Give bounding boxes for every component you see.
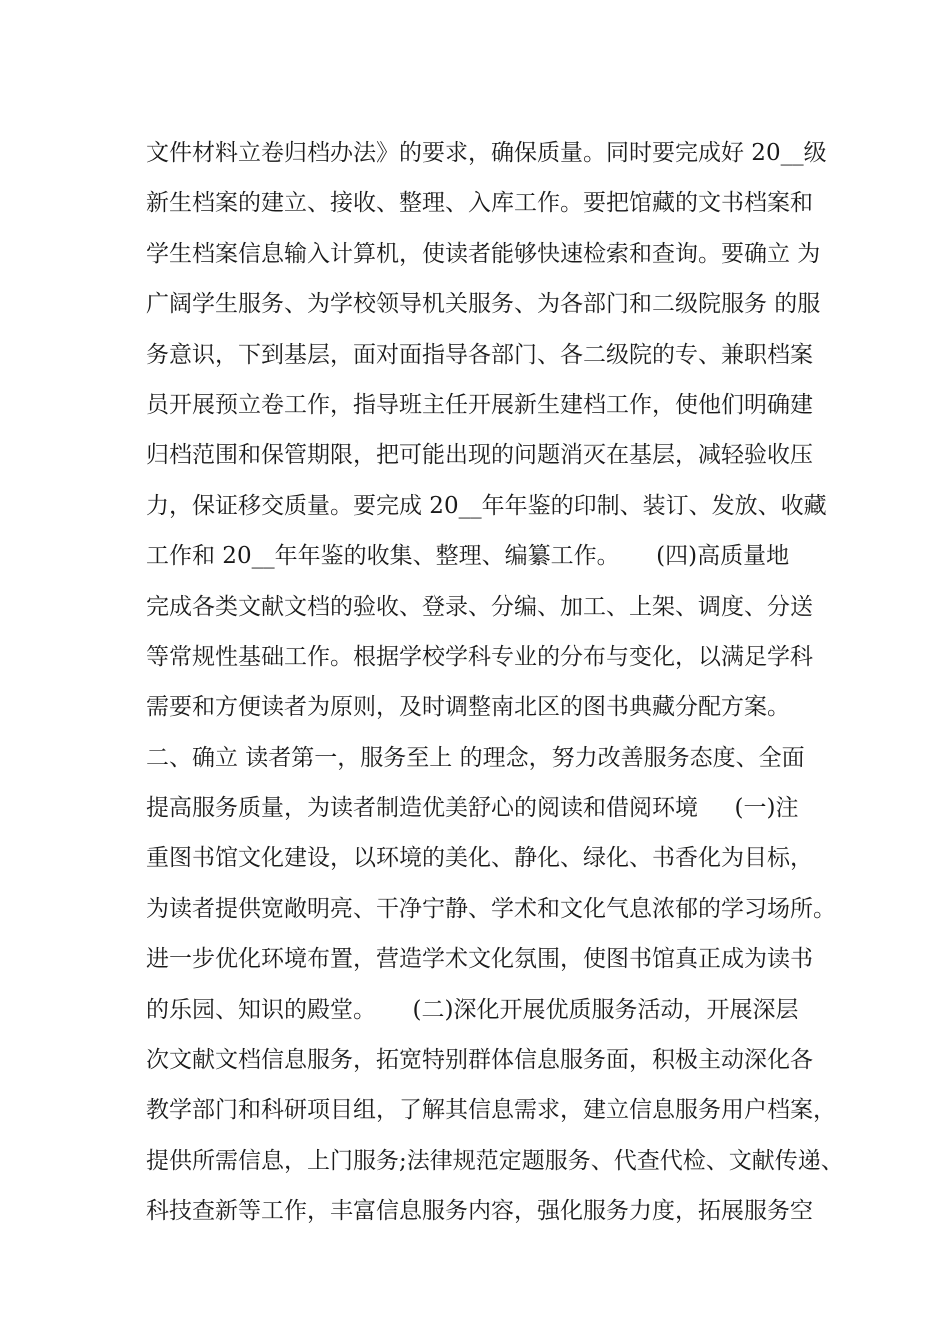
text-line: 文件材料立卷归档办法》的要求，确保质量。同时要完成好 20__级 [146, 140, 827, 166]
body-text [146, 128, 846, 1237]
text-line: 新生档案的建立、接收、整理、入库工作。要把馆藏的文书档案和 [146, 190, 813, 217]
text-line: 提高服务质量，为读者制造优美舒心的阅读和借阅环境 (一)注 [146, 795, 799, 822]
text-line: 工作和 20__年年鉴的收集、整理、编纂工作。 (四)高质量地 [146, 543, 790, 570]
text-line: 提供所需信息，上门服务;法律规范定题服务、代查代检、文献传递、 [146, 1147, 844, 1174]
text-line: 力，保证移交质量。要完成 20__年年鉴的印制、装订、发放、收藏 [146, 492, 827, 519]
text-line: 科技查新等工作，丰富信息服务内容，强化服务力度，拓展服务空 [146, 1198, 813, 1225]
text-line: 为读者提供宽敞明亮、干净宁静、学术和文化气息浓郁的学习场所。 [146, 895, 836, 922]
text-line: 完成各类文献文档的验收、登录、分编、加工、上架、调度、分送 [146, 593, 813, 620]
text-line: 学生档案信息输入计算机，使读者能够快速检索和查询。要确立 为 [146, 240, 821, 267]
text-line: 的乐园、知识的殿堂。 (二)深化开展优质服务活动，开展深层 [146, 996, 799, 1023]
text-line: 进一步优化环境布置，营造学术文化氛围，使图书馆真正成为读书 [146, 946, 813, 973]
text-line: 务意识，下到基层，面对面指导各部门、各二级院的专、兼职档案 [146, 341, 813, 368]
text-line: 员开展预立卷工作，指导班主任开展新生建档工作，使他们明确建 [146, 391, 813, 418]
text-line: 教学部门和科研项目组，了解其信息需求，建立信息服务用户档案， [146, 1097, 836, 1124]
text-line: 需要和方便读者为原则，及时调整南北区的图书典藏分配方案。 [146, 694, 790, 721]
text-line: 广阔学生服务、为学校领导机关服务、为各部门和二级院服务 的服 [146, 291, 821, 318]
text-line: 二、确立 读者第一，服务至上 的理念，努力改善服务态度、全面 [146, 744, 805, 771]
text-line: 重图书馆文化建设，以环境的美化、静化、绿化、书香化为目标， [146, 845, 813, 872]
text-line: 归档范围和保管期限，把可能出现的问题消灭在基层，减轻验收压 [146, 442, 813, 469]
text-line: 等常规性基础工作。根据学校学科专业的分布与变化，以满足学科 [146, 643, 813, 670]
text-line: 次文献文档信息服务，拓宽特别群体信息服务面，积极主动深化各 [146, 1047, 813, 1074]
